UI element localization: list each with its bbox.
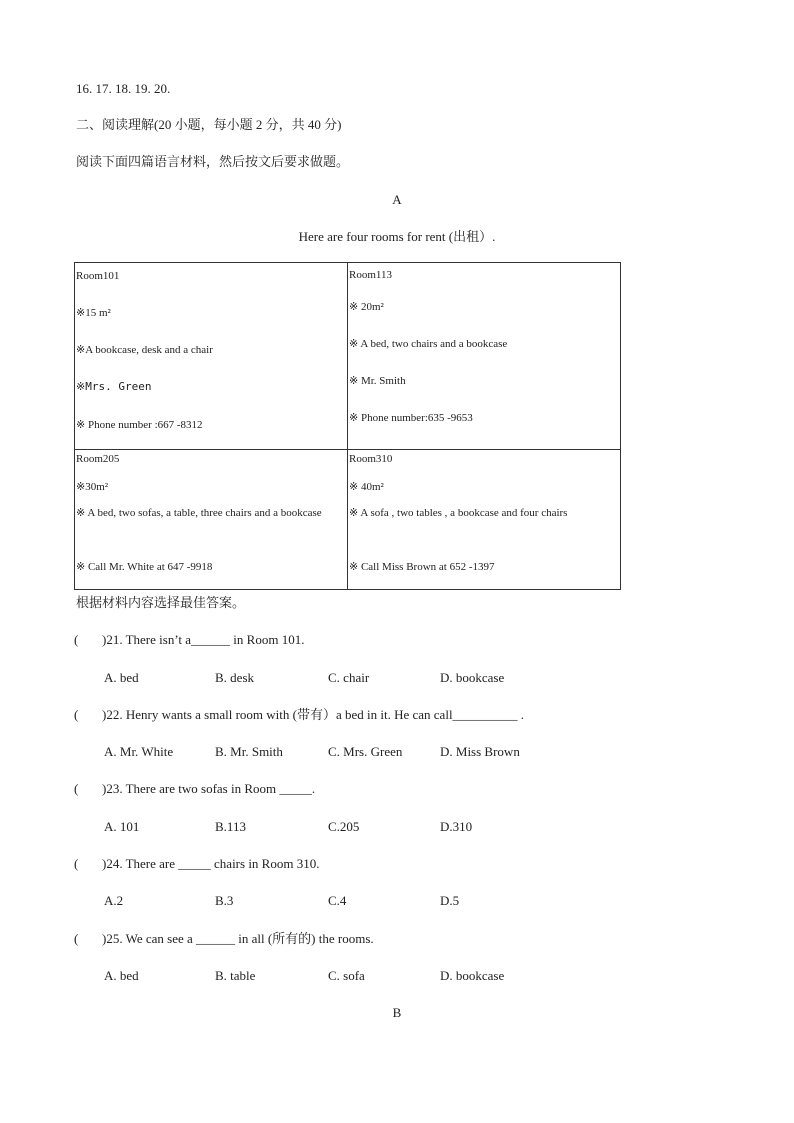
question-22 [74, 707, 524, 723]
room-size: ※ 20m² [349, 301, 384, 313]
option-c[interactable]: C.205 [328, 819, 360, 834]
option-d[interactable]: D.310 [440, 819, 473, 834]
answer-paren[interactable]: ( [74, 781, 79, 796]
option-a[interactable]: A.2 [104, 893, 124, 908]
answer-paren[interactable]: ( [74, 856, 79, 871]
option-c[interactable]: C. sofa [328, 968, 365, 983]
answer-paren[interactable]: ( [74, 931, 79, 946]
room-furniture: ※ A sofa , two tables , a bookcase and four chairs [349, 507, 568, 519]
room-owner: ※Mrs. Green [76, 380, 152, 393]
option-a[interactable]: A. bed [104, 670, 139, 685]
room-cell-310 [348, 450, 621, 590]
option-b[interactable]: B.113 [215, 819, 246, 834]
option-b[interactable]: B. table [215, 968, 256, 983]
option-d[interactable]: D. bookcase [440, 670, 505, 685]
question-text: )22. Henry wants a small room with (带有）a bed in it. He can call__________ . [102, 707, 525, 722]
section-heading: 二、阅读理解(20 小题，每小题 2 分，共 40 分) [76, 117, 342, 132]
option-b[interactable]: B. Mr. Smith [215, 744, 283, 759]
room-phone: ※ Phone number:635 -9653 [349, 412, 473, 424]
option-c[interactable]: C. Mrs. Green [328, 744, 403, 759]
room-size: ※ 40m² [349, 481, 384, 493]
room-contact: ※ Call Mr. White at 647 -9918 [76, 561, 213, 573]
room-name: Room113 [349, 269, 392, 281]
question-21 [74, 632, 304, 648]
answer-paren[interactable]: ( [74, 707, 79, 722]
option-a[interactable]: A. 101 [104, 819, 140, 834]
passage-a-label: A [392, 192, 402, 207]
room-furniture: ※ A bed, two chairs and a bookcase [349, 338, 508, 350]
question-text: )24. There are _____ chairs in Room 310. [102, 856, 320, 871]
option-a[interactable]: A. Mr. White [104, 744, 174, 759]
option-c[interactable]: C. chair [328, 670, 370, 685]
question-instruction: 根据材料内容选择最佳答案。 [76, 595, 246, 610]
option-d[interactable]: D.5 [440, 893, 460, 908]
room-phone: ※ Phone number :667 -8312 [76, 419, 203, 431]
rooms-table [74, 262, 621, 590]
question-24 [74, 856, 319, 872]
room-name: Room205 [76, 453, 120, 465]
top-question-numbers: 16. 17. 18. 19. 20. [76, 81, 171, 96]
question-23 [74, 781, 315, 797]
room-name: Room101 [76, 270, 120, 282]
passage-b-label: B [392, 1005, 402, 1020]
room-owner: ※ Mr. Smith [349, 375, 406, 387]
question-25 [74, 931, 374, 947]
passage-a-title: Here are four rooms for rent (出租）. [298, 229, 496, 244]
option-a[interactable]: A. bed [104, 968, 139, 983]
question-text: )25. We can see a ______ in all (所有的) the rooms. [102, 931, 374, 946]
option-b[interactable]: B.3 [215, 893, 234, 908]
instruction-text: 阅读下面四篇语言材料，然后按文后要求做题。 [76, 154, 350, 169]
room-furniture: ※A bookcase, desk and a chair [76, 344, 213, 356]
room-cell-113 [348, 263, 621, 450]
option-c[interactable]: C.4 [328, 893, 347, 908]
option-d[interactable]: D. bookcase [440, 968, 505, 983]
answer-paren[interactable]: ( [74, 632, 79, 647]
room-cell-205 [75, 450, 348, 590]
option-b[interactable]: B. desk [215, 670, 254, 685]
room-size: ※15 m² [76, 307, 111, 319]
question-text: )23. There are two sofas in Room _____. [102, 781, 316, 796]
option-d[interactable]: D. Miss Brown [440, 744, 520, 759]
room-cell-101 [75, 263, 348, 450]
room-furniture: ※ A bed, two sofas, a table, three chairs and a bookcase [76, 507, 322, 519]
question-text: )21. There isn’t a______ in Room 101. [102, 632, 305, 647]
room-name: Room310 [349, 453, 393, 465]
room-contact: ※ Call Miss Brown at 652 -1397 [349, 561, 495, 573]
room-size: ※30m² [76, 481, 109, 493]
